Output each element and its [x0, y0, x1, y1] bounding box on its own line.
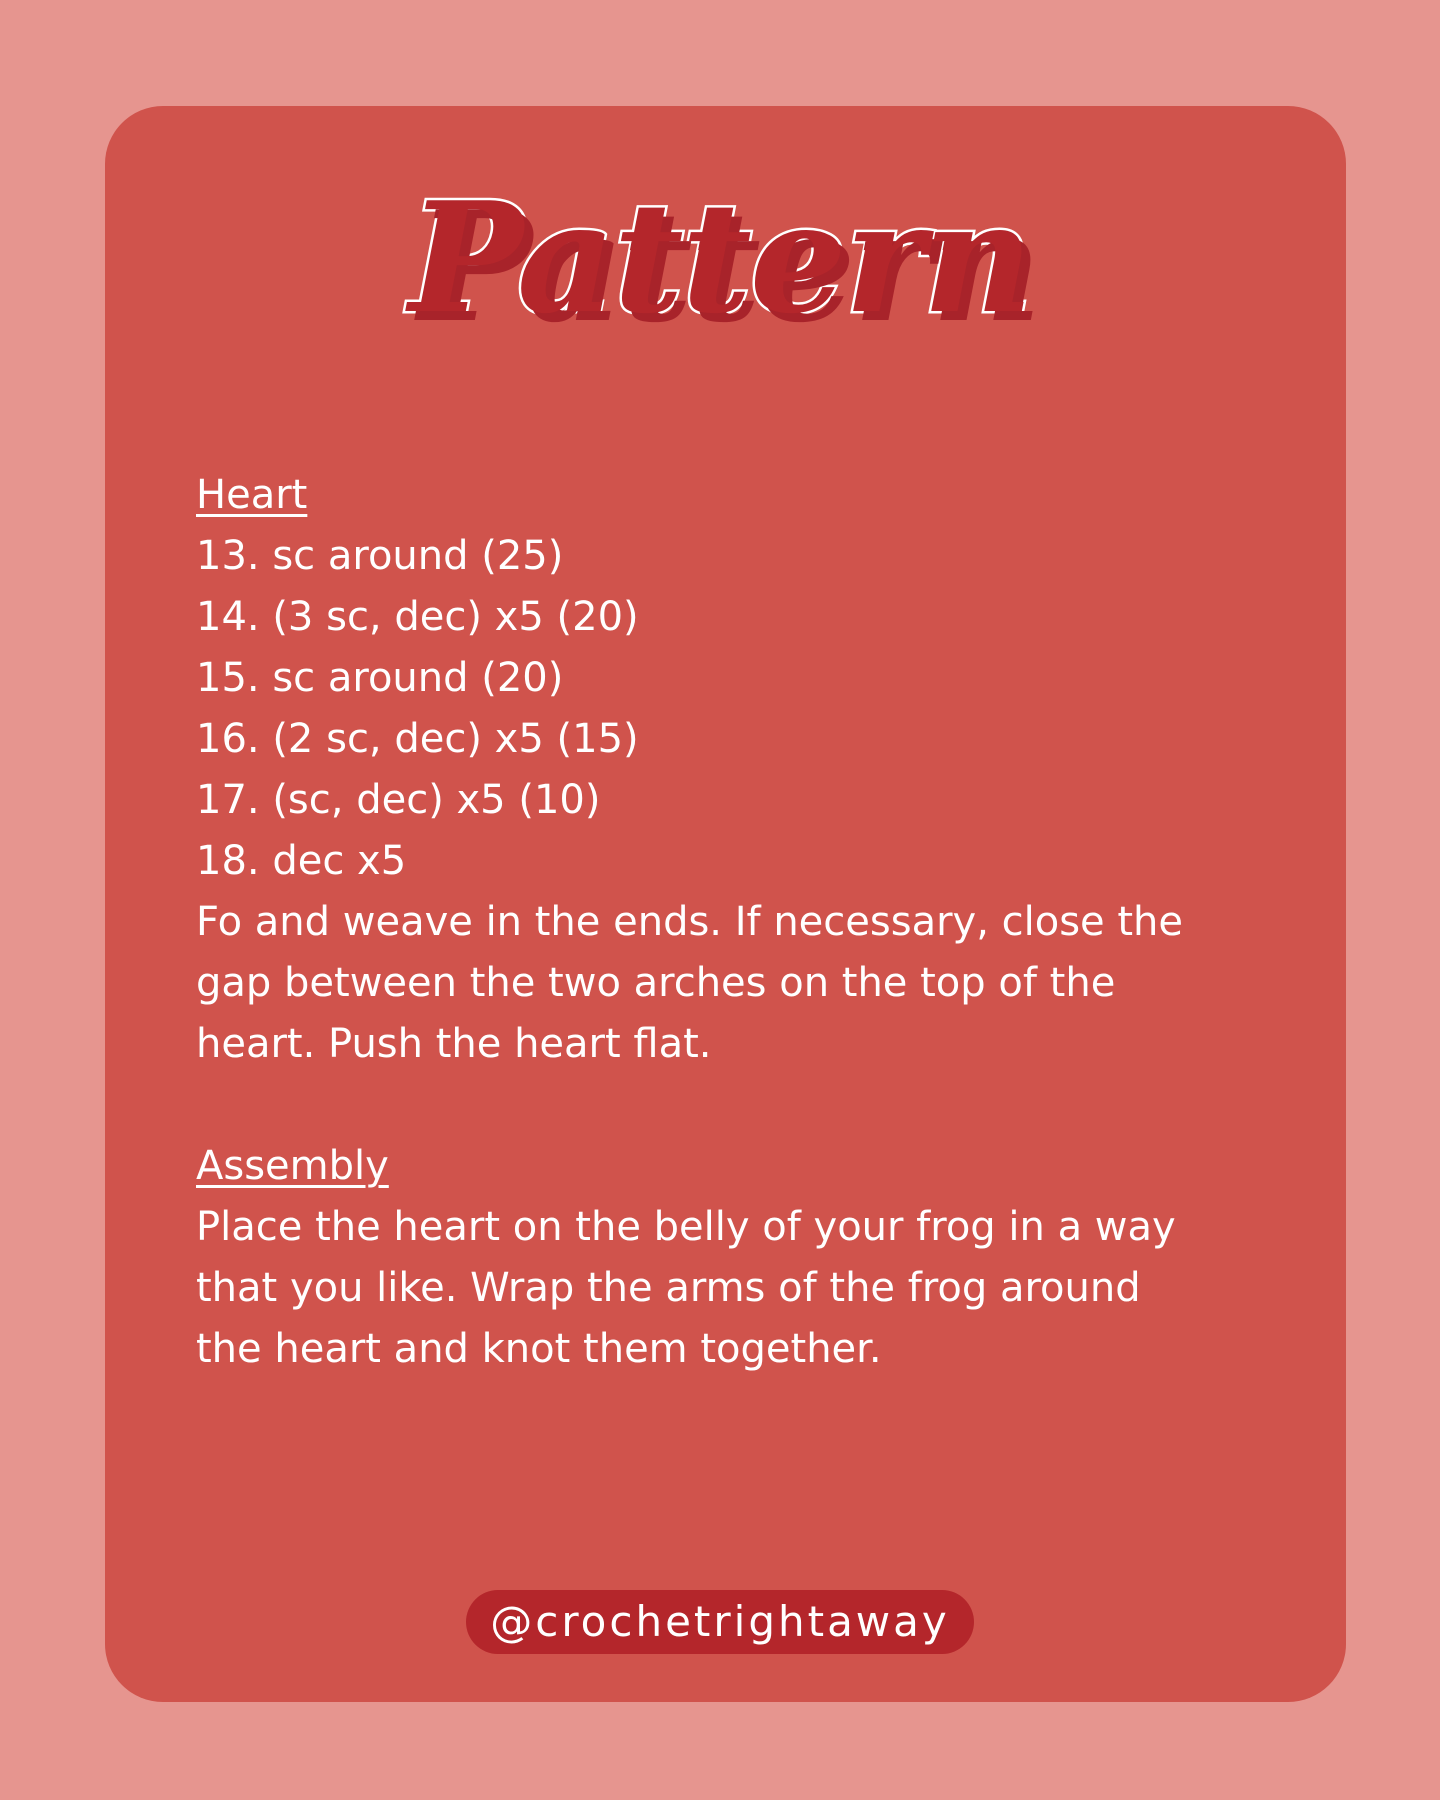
pattern-row: 17. (sc, dec) x5 (10)	[196, 777, 601, 823]
pattern-row: 13. sc around (25)	[196, 533, 564, 579]
assembly-line: Place the heart on the belly of your frog in a way	[196, 1204, 1176, 1250]
pattern-row: 16. (2 sc, dec) x5 (15)	[196, 716, 639, 762]
heart-note-line: heart. Push the heart flat.	[196, 1021, 712, 1067]
pattern-content	[196, 465, 1256, 1380]
social-handle-badge: @crochetrightaway	[466, 1590, 974, 1654]
section-spacer	[196, 1075, 1256, 1136]
assembly-line: the heart and knot them together.	[196, 1326, 882, 1372]
pattern-row: 15. sc around (20)	[196, 655, 564, 701]
section-heading-heart: Heart	[196, 472, 308, 518]
assembly-line: that you like. Wrap the arms of the frog around	[196, 1265, 1141, 1311]
page-title: Pattern	[408, 168, 1032, 347]
pattern-row: 14. (3 sc, dec) x5 (20)	[196, 594, 639, 640]
pattern-row: 18. dec x5	[196, 838, 407, 884]
section-heading-assembly: Assembly	[196, 1143, 389, 1189]
heart-note-line: gap between the two arches on the top of the	[196, 960, 1116, 1006]
heart-note-line: Fo and weave in the ends. If necessary, close the	[196, 899, 1184, 945]
